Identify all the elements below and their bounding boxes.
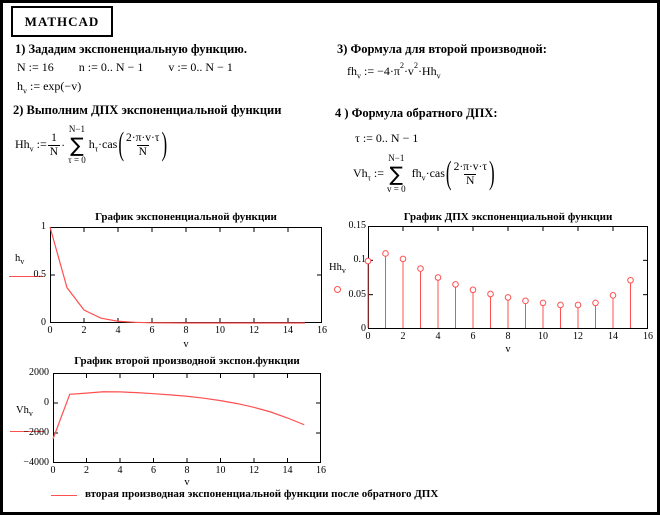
- chart1-trace-label: $h_v$: [15, 253, 25, 267]
- x-tick-label: 8: [184, 465, 190, 476]
- cas-argument-fraction: $\frac{2\cdot\pi\cdot v\cdot\tau}{N}$: [453, 160, 487, 187]
- x-tick-label: 6: [149, 325, 155, 336]
- stem-marker: [365, 258, 371, 264]
- x-tick-label: 14: [282, 465, 293, 476]
- x-tick-label: 6: [151, 465, 156, 476]
- y-tick-label: 0: [41, 317, 46, 328]
- bottom-legend-label: вторая производная экспоненциальной функции после обратного ДПХ: [85, 488, 439, 500]
- chart3-title: График второй производной экспон.функции: [74, 355, 300, 367]
- stem-marker: [383, 251, 389, 257]
- section-1-heading[interactable]: 1) Зададим экспоненциальную функцию.: [15, 42, 247, 56]
- app-title: MATHCAD: [24, 13, 100, 29]
- tau-range-definition[interactable]: τ := 0.. N − 1: [355, 131, 419, 145]
- x-tick-label: 12: [249, 325, 259, 336]
- def-n-value: N := 16: [17, 60, 54, 74]
- stem-marker: [418, 266, 424, 272]
- right-paren: ): [489, 155, 495, 192]
- chart2-trace-label: $Hh_v$: [329, 262, 346, 276]
- x-tick-label: 2: [81, 325, 87, 336]
- x-tick-label: 6: [470, 331, 476, 342]
- Vh-base: Vh: [353, 165, 368, 180]
- stem-marker: [400, 256, 406, 262]
- def-n-range: n := 0.. N − 1: [78, 60, 144, 74]
- stem-marker: [558, 302, 564, 308]
- y-tick-label: 0.5: [33, 269, 46, 280]
- stem-marker: [575, 302, 581, 308]
- y-tick-label: 0.05: [348, 288, 366, 300]
- x-tick-label: 14: [608, 331, 618, 342]
- x-tick-label: 10: [538, 331, 548, 342]
- bottom-legend-line-sample: [51, 495, 77, 496]
- x-tick-label: 4: [115, 325, 121, 336]
- range-definitions[interactable]: [17, 60, 233, 75]
- plot-frame: [51, 228, 322, 323]
- second-derivative-formula[interactable]: $fh_v$ := $-4\cdot\pi^2\cdot v^2\cdot Hh_v$: [347, 61, 441, 81]
- chart2-x-axis-label: v: [505, 344, 511, 355]
- y-tick-label: 0.15: [348, 220, 366, 231]
- stem-marker: [610, 293, 616, 299]
- chart1-title: График экспоненциальной функции: [95, 211, 277, 223]
- fh-subscript: v: [357, 71, 361, 81]
- y-tick-label: 0: [44, 397, 49, 408]
- x-tick-label: 8: [183, 325, 189, 336]
- x-tick-label: 14: [283, 325, 293, 336]
- trace-line: [53, 392, 304, 439]
- y-tick-label: 0.1: [353, 254, 366, 266]
- stem-marker: [435, 275, 441, 281]
- mathcad-logo-box: [11, 6, 113, 37]
- x-tick-label: 4: [117, 465, 123, 476]
- stem-marker: [488, 291, 494, 297]
- x-tick-label: 2: [400, 331, 406, 342]
- section-4-heading[interactable]: 4 ) Формула обратного ДПХ:: [335, 106, 498, 120]
- x-tick-label: 12: [249, 465, 259, 476]
- left-paren: (: [445, 155, 452, 192]
- chart3-x-axis-label: v: [184, 477, 190, 488]
- dht-formula[interactable]: $Hh_v$ := $\frac{1}{N}$ · N−1 ∑ τ = 0 $h_\tau\cdot cas$ ( $\frac{2\cdot\pi\cdot v\cdot\tau}{N}$ ): [15, 124, 168, 165]
- h-base: h: [17, 79, 23, 93]
- y-tick-label: 2000: [29, 367, 49, 378]
- chart3-plot-area[interactable]: [53, 373, 321, 463]
- v-exponent: 2: [413, 61, 418, 70]
- Hh-subscript: v: [436, 71, 441, 81]
- h-expression: := exp(−v): [27, 79, 82, 93]
- plot-frame: [54, 374, 321, 463]
- x-tick-label: 10: [215, 325, 225, 336]
- chart1-x-axis-label: v: [183, 339, 189, 350]
- x-tick-label: 8: [505, 331, 511, 342]
- x-tick-label: 0: [365, 331, 371, 342]
- x-tick-label: 0: [47, 325, 53, 336]
- cas-argument-fraction: $\frac{2\cdot\pi\cdot v\cdot\tau}{N}$: [126, 131, 160, 158]
- chart1-plot-area[interactable]: [50, 227, 322, 323]
- inverse-dht-formula[interactable]: $Vh_\tau$ := N−1 ∑ v = 0 $fh_v\cdot cas$ ( $\frac{2\cdot\pi\cdot v\cdot\tau}{N}$ ): [353, 153, 495, 194]
- fh-base: fh: [347, 64, 357, 78]
- stem-marker: [470, 287, 476, 293]
- x-tick-label: 16: [643, 331, 653, 342]
- stem-marker: [628, 277, 634, 283]
- y-tick-label: −2000: [23, 427, 49, 438]
- x-tick-label: 0: [50, 465, 56, 476]
- chart3-trace-label: $Vh_v$: [16, 405, 33, 419]
- summation-symbol: N−1 ∑ τ = 0: [68, 124, 86, 165]
- x-tick-label: 12: [573, 331, 583, 342]
- left-paren: (: [118, 126, 125, 163]
- h-subscript: v: [23, 86, 27, 96]
- Hh-base: Hh: [15, 136, 30, 151]
- y-tick-label: −4000: [23, 457, 49, 468]
- chart2-title: График ДПХ экспоненциальной функции: [403, 211, 613, 223]
- stem-marker: [505, 295, 511, 301]
- right-paren: ): [161, 126, 168, 163]
- summation-symbol: N−1 ∑ v = 0: [387, 153, 406, 194]
- y-tick-label: 0: [361, 323, 366, 334]
- section-3-heading[interactable]: 3) Формула для второй производной:: [337, 42, 547, 56]
- x-tick-label: 16: [317, 325, 327, 336]
- pi-exponent: 2: [399, 61, 404, 70]
- stem-marker: [523, 298, 529, 304]
- trace-line: [50, 227, 305, 323]
- section-2-heading[interactable]: 2) Выполним ДПХ экспоненциальной функции: [13, 103, 282, 117]
- stem-marker: [593, 300, 599, 306]
- x-tick-label: 16: [316, 465, 326, 476]
- stem-marker: [540, 300, 546, 306]
- x-tick-label: 4: [435, 331, 441, 342]
- def-v-range: v := 0.. N − 1: [168, 60, 233, 74]
- chart2-plot-area[interactable]: [368, 226, 648, 329]
- h-definition[interactable]: [17, 79, 81, 95]
- x-tick-label: 2: [84, 465, 89, 476]
- one-over-N-fraction: $\frac{1}{N}$: [49, 131, 59, 158]
- x-tick-label: 10: [215, 465, 226, 476]
- stem-marker: [453, 282, 459, 288]
- y-tick-label: 1: [41, 221, 46, 232]
